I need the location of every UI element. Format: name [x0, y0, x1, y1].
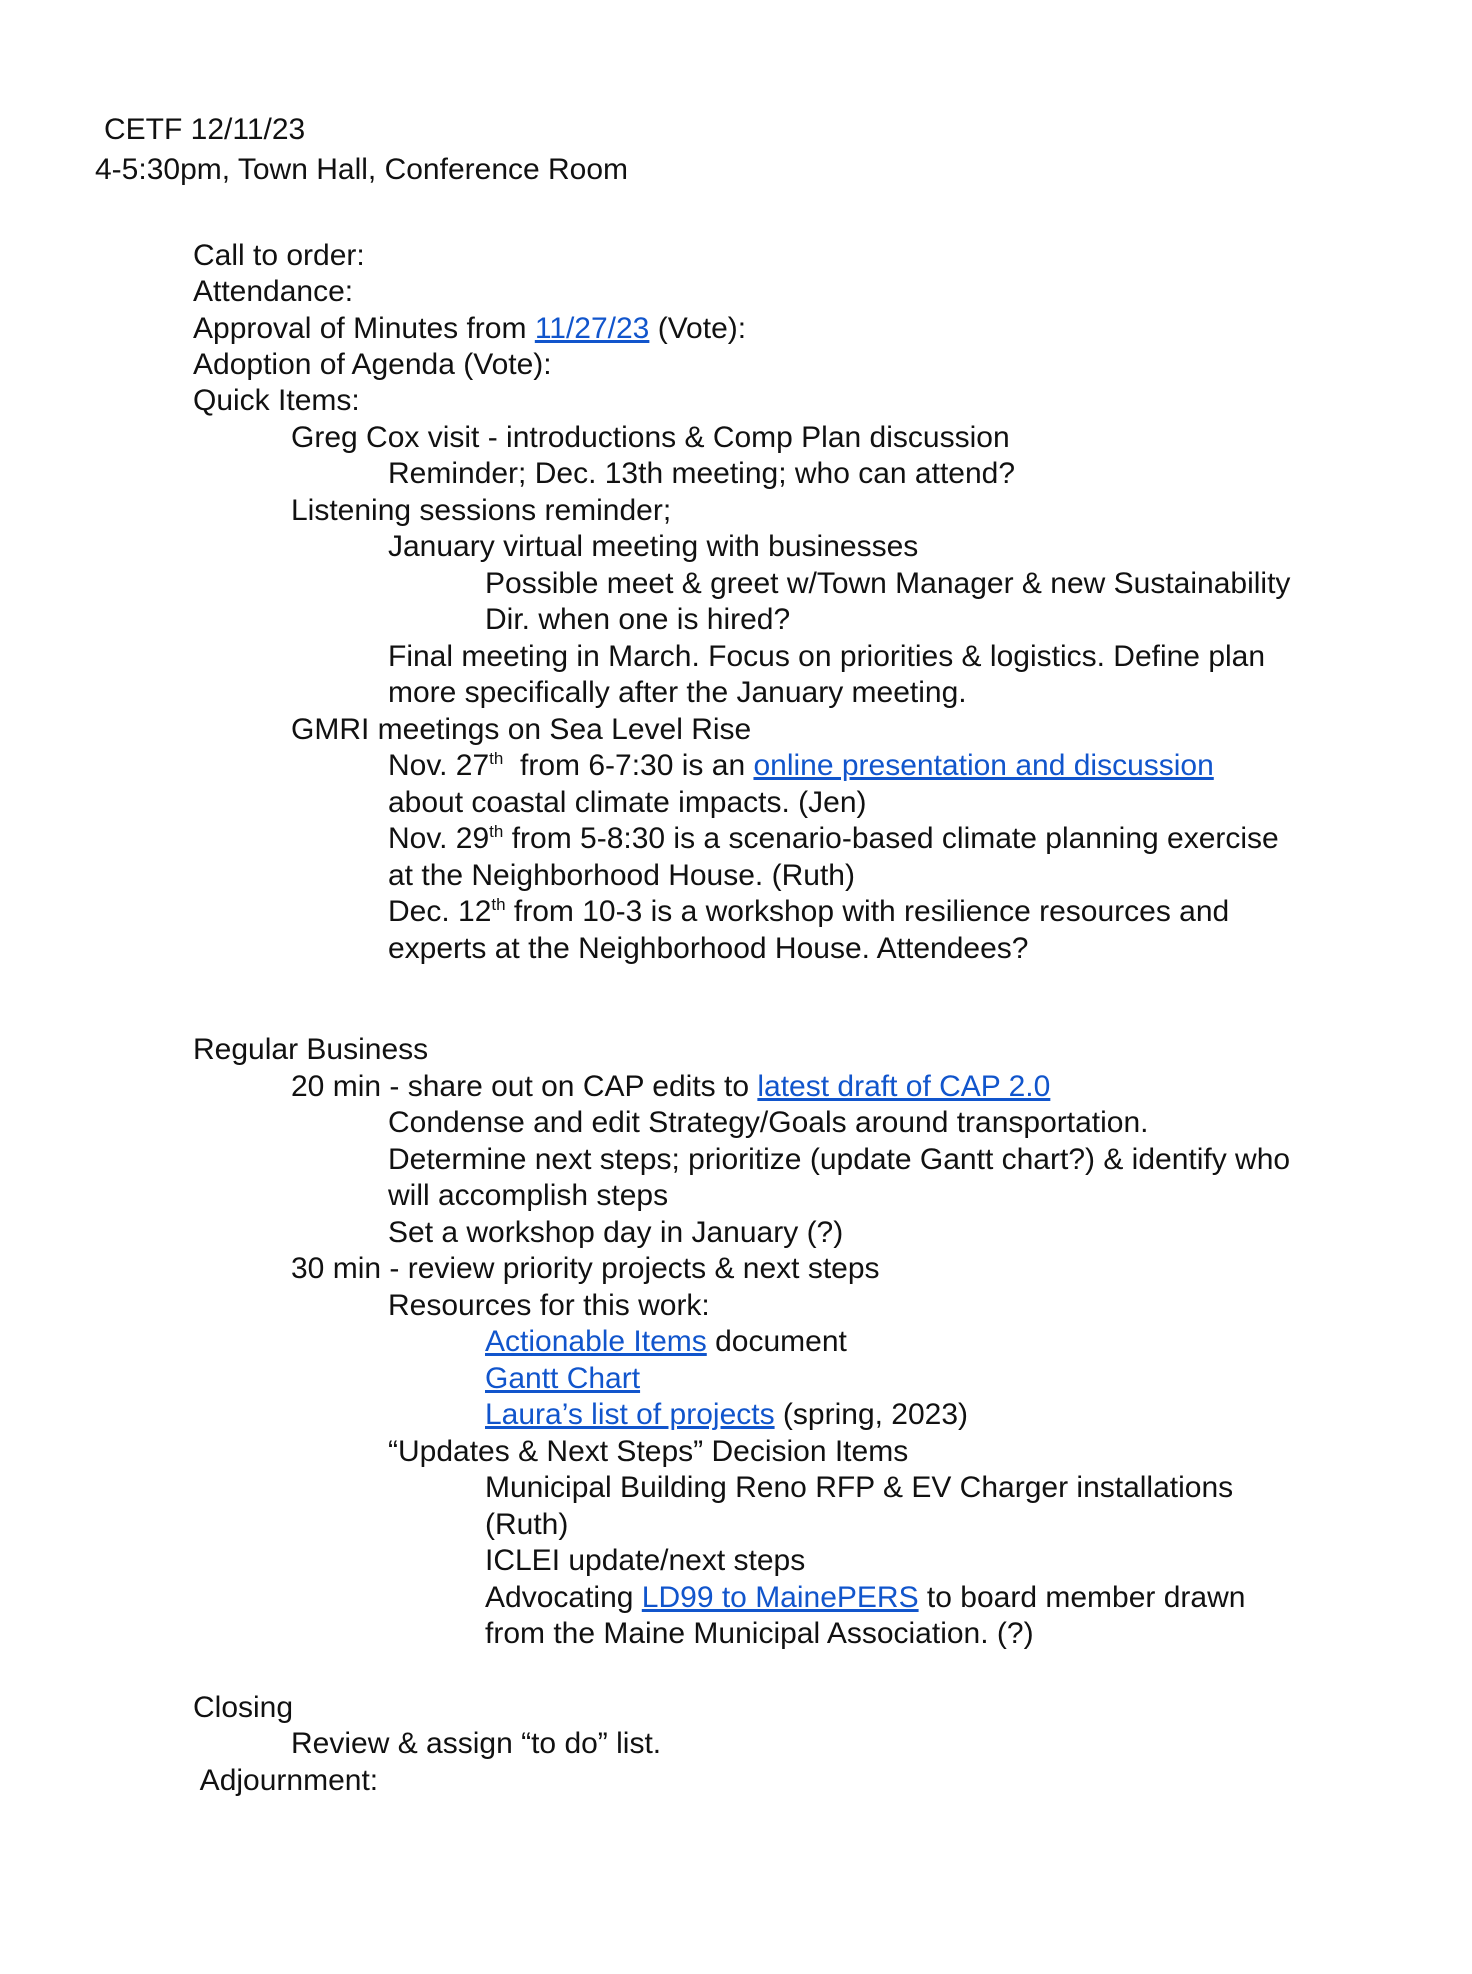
list-text: [485, 1361, 640, 1397]
list-text: about coastal climate impacts. (Jen): [388, 786, 867, 819]
list-text: (Ruth): [485, 1508, 569, 1541]
list-text: Municipal Building Reno RFP & EV Charger installations: [485, 1471, 1234, 1504]
list-text: Review & assign “to do” list.: [291, 1727, 662, 1760]
list-text: Adjournment:: [193, 1764, 379, 1797]
list-text: Advocating LD99 to MainePERS to board member drawn: [485, 1581, 1246, 1614]
list-text: 30 min - review priority projects & next steps: [291, 1252, 880, 1285]
list-text: will accomplish steps: [388, 1179, 669, 1212]
lauras-projects-link[interactable]: Laura’s list of projects: [485, 1398, 775, 1431]
list-text: from the Maine Municipal Association. (?): [485, 1617, 1034, 1650]
cap-draft-link[interactable]: latest draft of CAP 2.0: [757, 1070, 1051, 1103]
list-text: Nov. 27th from 6-7:30 is an online presentation and discussion: [388, 749, 1214, 782]
list-text: Closing: [193, 1691, 294, 1724]
list-text: Reminder; Dec. 13th meeting; who can attend?: [388, 457, 1016, 490]
list-text: Resources for this work:: [388, 1289, 710, 1322]
list-text: Nov. 29th from 5-8:30 is a scenario-based climate planning exercise: [388, 822, 1279, 855]
list-text: Listening sessions reminder;: [291, 494, 672, 527]
list-text: “Updates & Next Steps” Decision Items: [388, 1435, 909, 1468]
meeting-time-location: 4-5:30pm, Town Hall, Conference Room: [95, 153, 629, 186]
list-text: Condense and edit Strategy/Goals around transportation.: [388, 1106, 1149, 1139]
actionable-items-link[interactable]: Actionable Items: [485, 1325, 707, 1358]
ld99-mainepers-link[interactable]: LD99 to MainePERS: [641, 1581, 919, 1614]
list-text: January virtual meeting with businesses: [388, 530, 919, 563]
list-text: Attendance:: [193, 275, 354, 308]
list-text: at the Neighborhood House. (Ruth): [388, 859, 855, 892]
list-text: GMRI meetings on Sea Level Rise: [291, 713, 752, 746]
list-text: Quick Items:: [193, 384, 360, 417]
list-text: Actionable Items document: [485, 1325, 847, 1358]
document-title: CETF 12/11/23: [104, 113, 306, 146]
list-text: Laura’s list of projects (spring, 2023): [485, 1398, 969, 1431]
list-text: Determine next steps; prioritize (update Gantt chart?) & identify who: [388, 1143, 1291, 1176]
gantt-chart-link[interactable]: Gantt Chart: [485, 1362, 641, 1395]
list-text: ICLEI update/next steps: [485, 1544, 806, 1577]
list-text: Possible meet & greet w/Town Manager & new Sustainability: [485, 567, 1291, 600]
list-text: Final meeting in March. Focus on priorities & logistics. Define plan: [388, 640, 1266, 673]
list-text: Approval of Minutes from 11/27/23 (Vote):: [193, 312, 747, 345]
list-text: Set a workshop day in January (?): [388, 1216, 844, 1249]
list-text: Dir. when one is hired?: [485, 603, 791, 636]
list-text: Call to order:: [193, 239, 365, 272]
minutes-11-27-23-link[interactable]: 11/27/23: [534, 312, 650, 345]
list-text: more specifically after the January meeting.: [388, 676, 967, 709]
list-text: Regular Business: [193, 1033, 429, 1066]
online-presentation-link[interactable]: online presentation and discussion: [753, 749, 1214, 782]
list-text: Dec. 12th from 10-3 is a workshop with resilience resources and: [388, 895, 1230, 928]
list-text: 20 min - share out on CAP edits to latest draft of CAP 2.0: [291, 1070, 1051, 1103]
list-text: Greg Cox visit - introductions & Comp Plan discussion: [291, 421, 1010, 454]
list-text: Adoption of Agenda (Vote):: [193, 348, 552, 381]
list-text: experts at the Neighborhood House. Attendees?: [388, 932, 1029, 965]
